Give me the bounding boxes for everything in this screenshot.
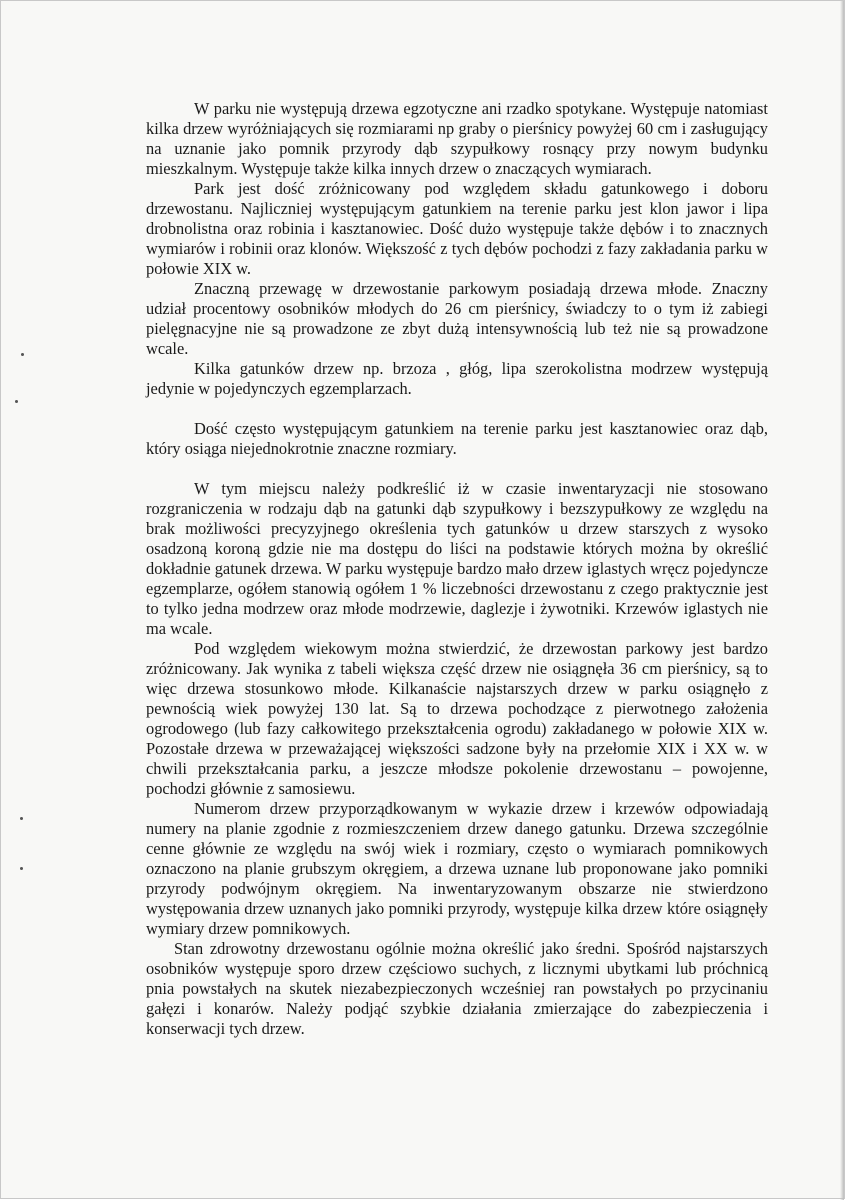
paragraph-single-specimens: Kilka gatunków drzew np. brzoza , głóg, lipa szerokolistna modrzew występują jedynie w pojedynczych egzemplarzach. [146, 359, 768, 398]
scan-edge-shadow [840, 1, 844, 1200]
scan-speck [21, 353, 24, 356]
paragraph-inventory-note: W tym miejscu należy podkreślić iż w czasie inwentaryzacji nie stosowano rozgraniczenia w rodzaju dąb na gatunki dąb szypułkowy i bezszypułkowy ze względu na brak możliwości precyzyjnego określenia tych gatunków u drzew starszych z wysoko osadzoną koroną gdzie nie ma dostępu do liści na podstawie których można by określić dokładnie gatunek drzewa. W parku występuje bardzo mało drzew iglastych wręcz pojedyncze egzemplarze, ogółem stanowią ogółem 1 % liczebności drzewostanu z czego praktycznie jest to tylko jedna modrzew oraz młode modrzewie, daglezje i żywotniki. Krzewów iglastych nie ma wcale. [146, 479, 768, 638]
paragraph-chestnut-oak: Dość często występującym gatunkiem na terenie parku jest kasztanowiec oraz dąb, który osiąga niejednokrotnie znaczne rozmiary. [146, 419, 768, 458]
paragraph-young-trees: Znaczną przewagę w drzewostanie parkowym posiadają drzewa młode. Znaczny udział procentowy osobników młodych do 26 cm pierśnicy, świadczy to o tym iż zabiegi pielęgnacyjne nie są prowadzone ze zbyt dużą intensywnością lub też nie są prowadzone wcale. [146, 279, 768, 358]
paragraph-health-status: Stan zdrowotny drzewostanu ogólnie można określić jako średni. Spośród najstarszych osobników występuje sporo drzew częściowo suchych, z licznymi ubytkami lub próchnicą pnia powstałych na skutek niezabezpieczonych wcześniej ran powstałych po przycinaniu gałęzi i konarów. Należy podjąć szybkie działania zmierzające do zabezpieczenia i konserwacji tych drzew. [146, 939, 768, 1038]
paragraph-numbering: Numerom drzew przyporządkowanym w wykazie drzew i krzewów odpowiadają numery na planie zgodnie z rozmieszczeniem drzew danego gatunku. Drzewa szczególnie cenne głównie ze względu na swój wiek i rozmiary, często o wymiarach pomnikowych oznaczono na planie grubszym okręgiem, a drzewa uznane lub proponowane jako pomniki przyrody podwójnym okręgiem. Na inwentaryzowanym obszarze nie stwierdzono występowania drzew uznanych jako pomniki przyrody, występuje kilka drzew które osiągnęły wymiary drzew pomnikowych. [146, 799, 768, 938]
paragraph-age-structure: Pod względem wiekowym można stwierdzić, że drzewostan parkowy jest bardzo zróżnicowany. Jak wynika z tabeli większa część drzew nie osiągnęła 36 cm pierśnicy, są to więc drzewa stosunkowo młode. Kilkanaście najstarszych drzew w parku osiągnęło z pewnością wiek powyżej 130 lat. Są to drzewa pochodzące z pierwotnego założenia ogrodowego (lub fazy całkowitego przekształcenia ogrodu) zakładanego w połowie XIX w. Pozostałe drzewa w przeważającej większości sadzone były na przełomie XIX i XX w. w chwili przekształcania parku, a jeszcze młodsze pokolenie drzewostanu – powojenne, pochodzi głównie z samosiewu. [146, 639, 768, 798]
scan-speck [15, 400, 18, 403]
paragraph-exotic-trees: W parku nie występują drzewa egzotyczne ani rzadko spotykane. Występuje natomiast kilka drzew wyróżniających się rozmiarami np graby o pierśnicy powyżej 60 cm i zasługujący na uznanie jako pomnik przyrody dąb szypułkowy rosnący przy nowym budynku mieszkalnym. Występuje także kilka innych drzew o znaczących wymiarach. [146, 99, 768, 178]
scan-speck [20, 867, 23, 870]
document-body [146, 99, 768, 1039]
paragraph-species-composition: Park jest dość zróżnicowany pod względem składu gatunkowego i doboru drzewostanu. Najliczniej występującym gatunkiem na terenie parku jest klon jawor i lipa drobnolistna oraz robinia i kasztanowiec. Dość dużo występuje także dębów i to znacznych wymiarów i robinii oraz klonów. Większość z tych dębów pochodzi z fazy zakładania parku w połowie XIX w. [146, 179, 768, 278]
scan-speck [20, 817, 23, 820]
